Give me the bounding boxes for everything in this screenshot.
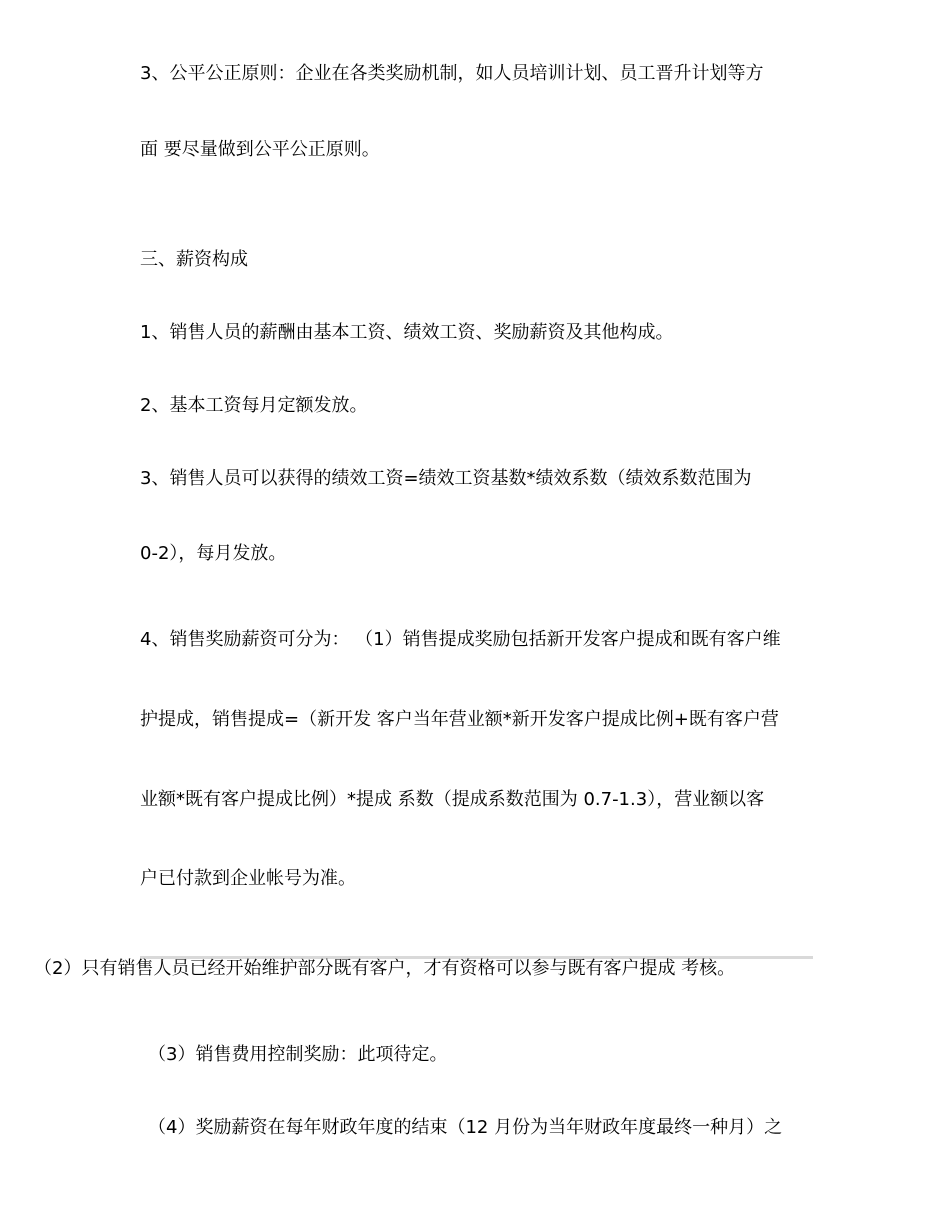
principle-3-line-1: 3、公平公正原则：企业在各类奖励机制，如人员培训计划、员工晋升计划等方 (140, 63, 764, 84)
principle-3-line-2: 面 要尽量做到公平公正原则。 (140, 139, 380, 160)
salary-item-1: 1、销售人员的薪酬由基本工资、绩效工资、奖励薪资及其他构成。 (140, 322, 674, 343)
salary-item-4-sub-4: （4）奖励薪资在每年财政年度的结束（12 月份为当年财政年度最终一种月）之 (148, 1117, 783, 1138)
salary-item-4-line-2: 护提成，销售提成=（新开发 客户当年营业额*新开发客户提成比例+既有客户营 (140, 709, 779, 730)
salary-item-4-sub-2: （2）只有销售人员已经开始维护部分既有客户，才有资格可以参与既有客户提成 考核。 (34, 958, 736, 979)
section-heading-salary-structure: 三、薪资构成 (140, 249, 248, 270)
salary-item-2: 2、基本工资每月定额发放。 (140, 395, 368, 416)
salary-item-4-line-3: 业额*既有客户提成比例）*提成 系数（提成系数范围为 0.7-1.3），营业额以客 (140, 789, 765, 810)
salary-item-3-line-1: 3、销售人员可以获得的绩效工资=绩效工资基数*绩效系数（绩效系数范围为 (140, 468, 752, 489)
salary-item-4-sub-3: （3）销售费用控制奖励：此项待定。 (148, 1044, 448, 1065)
salary-item-4-line-4: 户已付款到企业帐号为准。 (140, 868, 356, 889)
salary-item-4-line-1: 4、销售奖励薪资可分为： （1）销售提成奖励包括新开发客户提成和既有客户维 (140, 629, 781, 650)
salary-item-3-line-2: 0-2），每月发放。 (140, 543, 287, 564)
